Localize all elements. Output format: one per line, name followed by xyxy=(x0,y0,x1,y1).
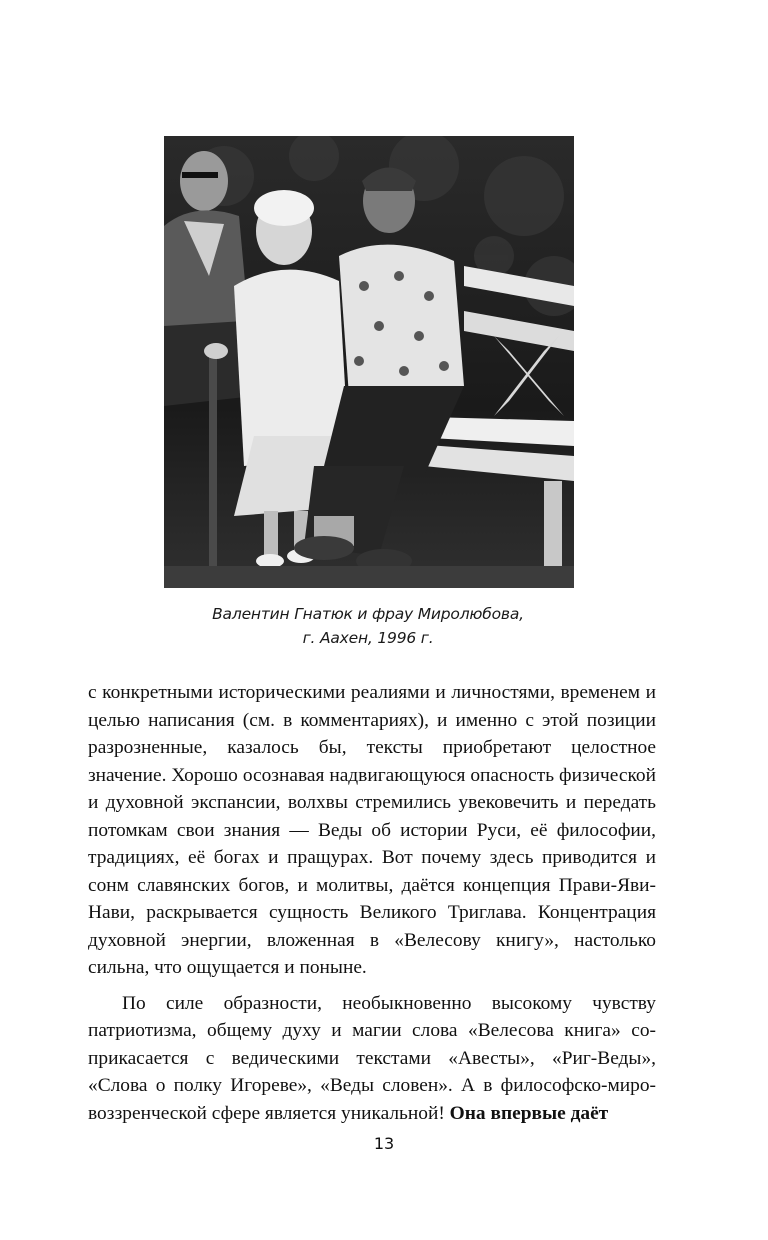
photograph xyxy=(164,136,574,588)
paragraph-2 xyxy=(88,990,656,1128)
paragraph-2-text: По силе образности, необыкновенно высокому чувству патриотизма, общему духу и магии слова «Велесова книга» соприкасается с ведическими текстами «Авесты», «Риг-Веды», «Слова о полку Игореве», «Веды словен». А в философско-мировоззренческой сфере является уникальной! xyxy=(88,992,656,1124)
photo-caption xyxy=(150,602,586,650)
page-number: 13 xyxy=(373,1134,395,1153)
paragraph-2-bold: Она впервые даёт xyxy=(449,1102,609,1124)
caption-line-1: Валентин Гнатюк и фрау Миролюбова, xyxy=(212,605,524,623)
body-text xyxy=(88,679,656,1127)
paragraph-1: с конкретными историческими реалиями и личностями, временем и целью написания (см. в комментариях), и именно с этой позиции разрозненные, казалось бы, тексты приобретают целостное значение. Хорошо осознавая надвигающуюся опасность физической и духовной экспансии, волхвы стремились увековечить и передать потомкам свои знания — Веды об истории Руси, её философии, традициях, её богах и пращурах. Вот почему здесь приводится и сонм славянских богов, и молитвы, даётся концепция Прави-Яви-Нави, раскрывается сущность Великого Триглава. Концентрация духовной энергии, вложенная в «Велесову книгу», настолько сильна, что ощущается и поныне. xyxy=(88,682,656,978)
caption-line-2: г. Аахен, 1996 г. xyxy=(302,629,434,647)
photo-illustration xyxy=(164,136,574,588)
